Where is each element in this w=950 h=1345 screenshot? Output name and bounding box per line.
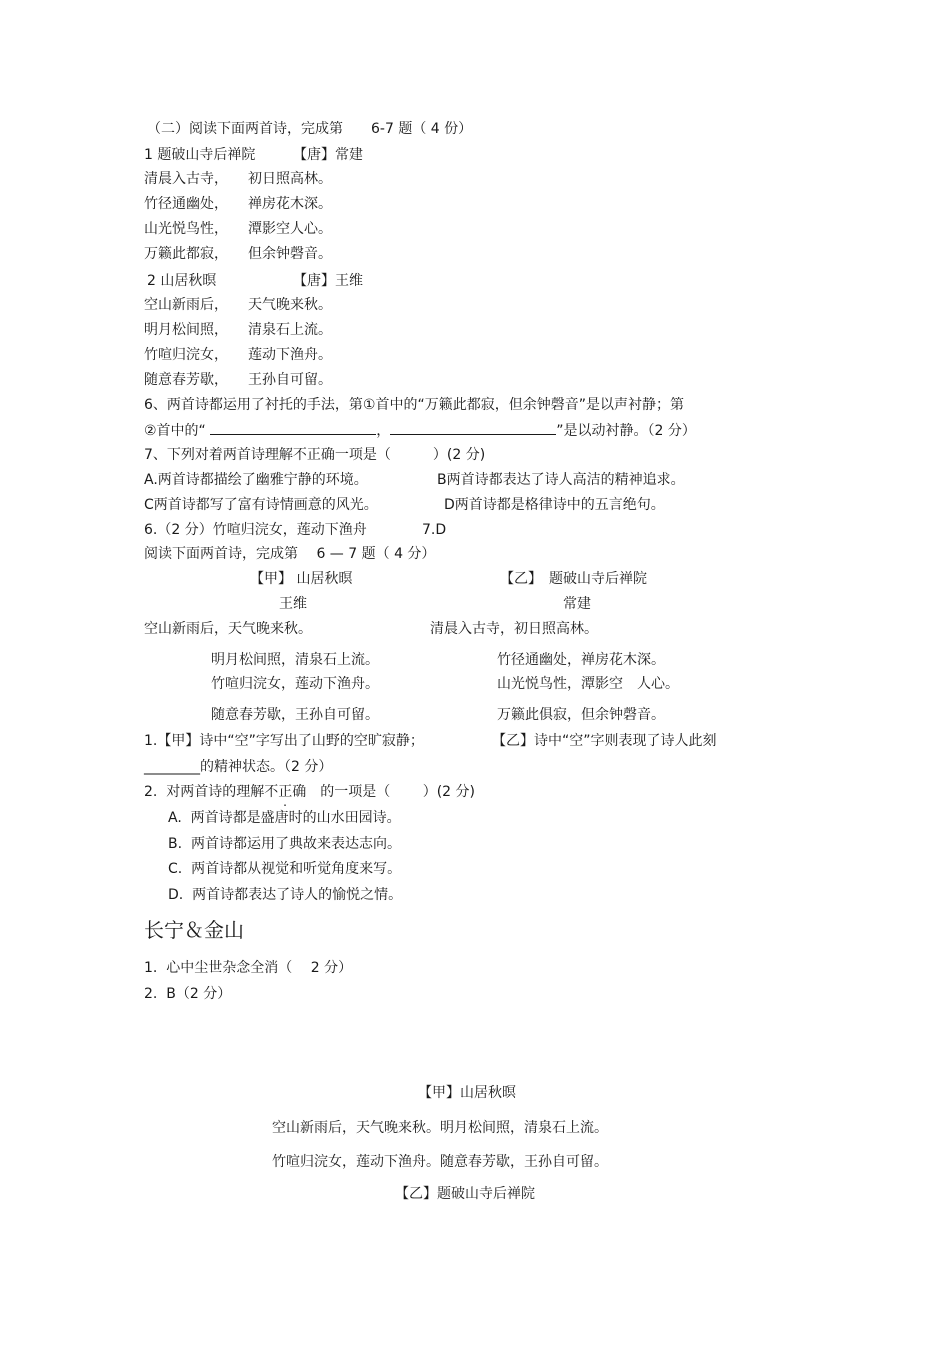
yi-author: 常建 <box>563 596 591 612</box>
answer-6: 6.（2 分）竹喧归浣女，莲动下渔舟 <box>144 522 367 538</box>
question-7-option-b: B两首诗都表达了诗人高洁的精神追求。 <box>437 472 685 488</box>
answer-7: 7.D <box>422 522 447 538</box>
answer-blank-2[interactable] <box>390 420 556 435</box>
question-2-prefix: 2. 对两首诗的理解 <box>144 784 265 800</box>
poem1-line-a: 清晨入古寺， <box>144 171 228 187</box>
yi-line: 清晨入古寺，初日照高林。 <box>430 621 598 637</box>
question-2 <box>144 783 475 801</box>
yi-title-centered: 【乙】题破山寺后禅院 <box>395 1186 535 1202</box>
poem2-line-a: 竹喧归浣女， <box>144 347 228 363</box>
question-7: 7、下列对着两首诗理解不正确一项是（ ）(2 分) <box>144 447 486 463</box>
poem2-line-b: 清泉石上流。 <box>248 322 332 338</box>
poem2-line-a: 空山新雨后， <box>144 297 228 313</box>
question-7-option-a: A.两首诗都描绘了幽雅宁静的环境。 <box>144 472 368 488</box>
question-6-prefix: ②首中的“ <box>144 423 211 439</box>
poem1-line-b: 初日照高林。 <box>248 171 332 187</box>
poem2-line-b: 王孙自可留。 <box>248 372 332 388</box>
question-7-option-c: C两首诗都写了富有诗情画意的风光。 <box>144 497 378 513</box>
jia-line: 明月松间照，清泉石上流。 <box>211 652 379 668</box>
yi-line: 万籁此俱寂，但余钟磬音。 <box>497 707 665 723</box>
question-6-line2 <box>144 420 696 440</box>
poem2-line-a: 明月松间照， <box>144 322 228 338</box>
jia-line: 随意春芳歇，王孙自可留。 <box>211 707 379 723</box>
answer-blank-1[interactable] <box>210 420 376 435</box>
answer-line: 2. B（2 分） <box>144 986 232 1002</box>
yi-line: 山光悦鸟性，潭影空 人心。 <box>497 676 679 692</box>
poem1-line-a: 山光悦鸟性， <box>144 221 228 237</box>
poem1-author: 【唐】常建 <box>293 147 363 163</box>
section-intro: （二）阅读下面两首诗，完成第 6-7 题（ 4 份） <box>147 121 473 137</box>
question-1-line2 <box>144 758 332 776</box>
poem2-line-b: 天气晚来秋。 <box>248 297 332 313</box>
question-2-emphasis: 不正确 <box>264 784 307 800</box>
yi-line: 竹径通幽处，禅房花木深。 <box>497 652 665 668</box>
jia-poem-line1: 空山新雨后，天气晚来秋。明月松间照，清泉石上流。 <box>272 1120 608 1136</box>
question-2-option: D. 两首诗都表达了诗人的愉悦之情。 <box>168 887 403 903</box>
poem2-line-b: 莲动下渔舟。 <box>248 347 332 363</box>
jia-poem-line2: 竹喧归浣女，莲动下渔舟。随意春芳歇，王孙自可留。 <box>272 1154 608 1170</box>
jia-title: 【甲】 山居秋暝 <box>250 571 353 587</box>
question-2-option: B. 两首诗都运用了典故来表达志向。 <box>168 836 401 852</box>
poem1-line-a: 万籁此都寂， <box>144 246 228 262</box>
jia-title-centered: 【甲】山居秋暝 <box>418 1085 516 1101</box>
poem2-title: 2 山居秋暝 <box>147 273 217 289</box>
jia-line: 竹喧归浣女，莲动下渔舟。 <box>211 676 379 692</box>
section2-intro: 阅读下面两首诗，完成第 6 — 7 题（ 4 分） <box>144 546 436 562</box>
question-7-option-d: D两首诗都是格律诗中的五言绝句。 <box>444 497 665 513</box>
question-2-option: A. 两首诗都是盛唐时的山水田园诗。 <box>168 810 401 826</box>
question-1-line1: 1.【甲】诗中“空”字写出了山野的空旷寂静； <box>144 733 424 749</box>
poem1-line-b: 但余钟磬音。 <box>248 246 332 262</box>
answer-line: 1. 心中尘世杂念全消（ 2 分） <box>144 960 353 976</box>
question-1-blank[interactable]: ________ <box>144 759 200 775</box>
question-6-line1: 6、两首诗都运用了衬托的手法，第①首中的“万籁此都寂，但余钟磬音”是以声衬静；第 <box>144 397 684 413</box>
question-1-line1-b: 【乙】诗中“空”字则表现了诗人此刻 <box>492 733 717 749</box>
poem2-author: 【唐】王维 <box>293 273 363 289</box>
poem2-line-a: 随意春芳歇， <box>144 372 228 388</box>
yi-title: 【乙】 题破山寺后禅院 <box>500 571 647 587</box>
question-2-option: C. 两首诗都从视觉和听觉角度来写。 <box>168 861 402 877</box>
poem1-line-a: 竹径通幽处， <box>144 196 228 212</box>
question-6-suffix: ”是以动衬静。（2 分） <box>556 423 696 439</box>
question-2-suffix: 的一项是（ ）(2 分) <box>306 784 475 800</box>
jia-author: 王维 <box>279 596 307 612</box>
poem1-title: 1 题破山寺后禅院 <box>144 147 256 163</box>
question-1-line2-text: 的精神状态。（2 分） <box>200 759 333 775</box>
jia-line: 空山新雨后，天气晚来秋。 <box>144 621 312 637</box>
question-6-comma: ， <box>376 423 391 439</box>
region-heading: 长宁＆金山 <box>144 918 244 942</box>
poem1-line-b: 禅房花木深。 <box>248 196 332 212</box>
poem1-line-b: 潭影空人心。 <box>248 221 332 237</box>
